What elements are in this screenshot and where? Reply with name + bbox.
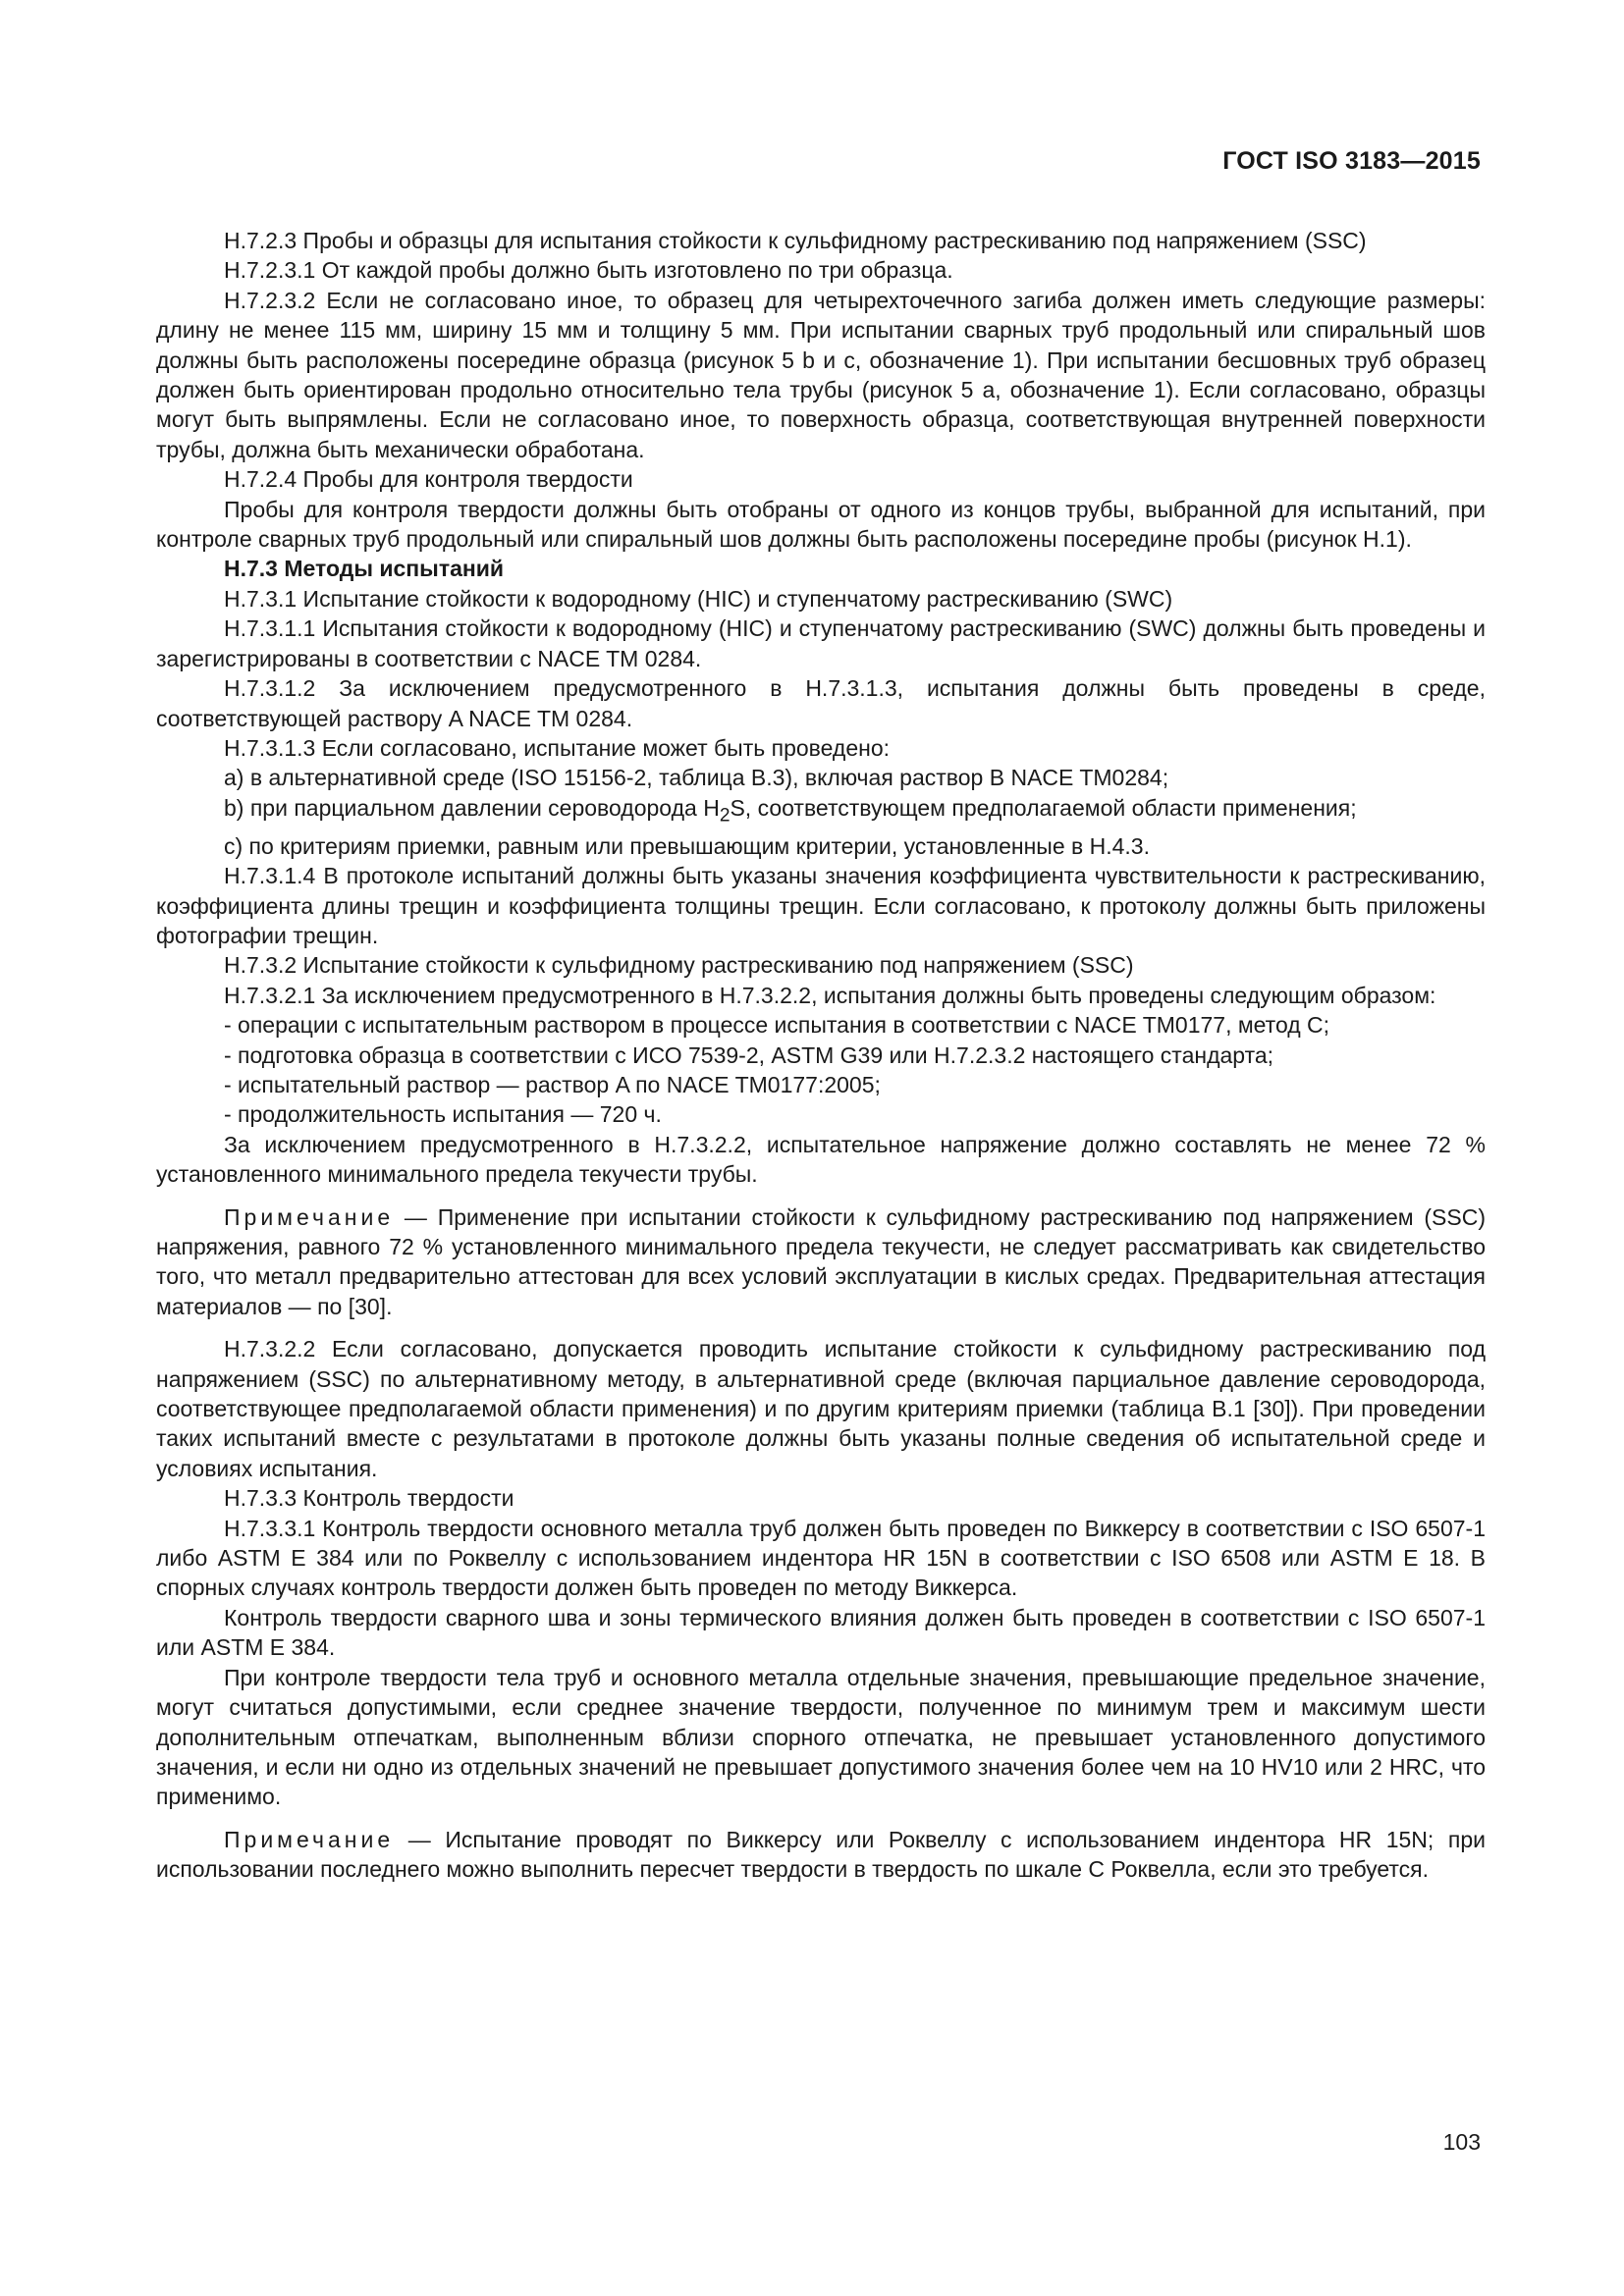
paragraph: H.7.3.2 Испытание стойкости к сульфидному растрескиванию под напряжением (SSC) [224,952,1134,979]
list-item: a) в альтернативной среде (ISO 15156-2, таблица B.3), включая раствор B NACE TM0284; [224,765,1169,791]
item-b-subscript: 2 [719,805,731,827]
paragraph: H.7.3.1.4 В протоколе испытаний должны быть указаны значения коэффициента чувствительности к растрескиванию, коэффициента длины трещин и коэффициента толщины трещин. Если согласовано, к протоколу должны быть приложены фотографии трещин. [156,863,1486,948]
paragraph: H.7.2.3.1 От каждой пробы должно быть изготовлено по три образца. [224,257,953,284]
list-item: - продолжительность испытания — 720 ч. [224,1101,662,1128]
paragraph: Пробы для контроля твердости должны быть отобраны от одного из концов трубы, выбранной для испытаний, при контроле сварных труб продольный или спиральный шов должны быть расположены посередине пробы (рисунок H.1). [156,496,1486,553]
section-heading: H.7.3 Методы испытаний [224,556,505,582]
paragraph: Контроль твердости сварного шва и зоны термического влияния должен быть проведен в соответствии с ISO 6507-1 или ASTM E 384. [156,1604,1486,1661]
list-item: - испытательный раствор — раствор A по NACE TM0177:2005; [224,1071,881,1097]
item-b-text-end: S, соответствующем предполагаемой области применения; [730,794,1357,821]
paragraph: H.7.3.2.1 За исключением предусмотренного в H.7.3.2.2, испытания должны быть проведены следующим образом: [224,982,1436,1008]
note-text: — Применение при испытании стойкости к сульфидному растрескиванию под напряжением (SSC) напряжения, равного 72 % установленного минимального предела текучести, не следует рассматривать как свидетельство того, что металл предварительно аттестован для всех условий эксплуатации в кислых средах. Предварительная аттестация материалов — по [30]. [156,1203,1486,1319]
list-item: - подготовка образца в соответствии с ИСО 7539-2, ASTM G39 или H.7.2.3.2 настоящего стандарта; [224,1041,1274,1068]
page-number: 103 [1442,2129,1481,2155]
note-2 [156,1825,1486,1885]
paragraph: H.7.3.3 Контроль твердости [224,1485,514,1512]
paragraph: H.7.3.1.2 За исключением предусмотренного в H.7.3.1.3, испытания должны быть проведены в среде, соответствующей раствору A NACE TM 0284. [156,675,1486,731]
note-text: — Испытание проводят по Виккерсу или Роквеллу с использованием индентора HR 15N; при использовании последнего можно выполнить пересчет твердости в твердость по шкале C Роквелла, если это требуется. [156,1826,1486,1883]
paragraph: H.7.3.1.1 Испытания стойкости к водородному (HIC) и ступенчатому растрескиванию (SWC) должны быть проведены и зарегистрированы в соответствии с NACE TM 0284. [156,615,1486,671]
note-1 [156,1202,1486,1322]
paragraph: H.7.2.4 Пробы для контроля твердости [224,466,633,493]
list-item: c) по критериям приемки, равным или превышающим критерии, установленные в H.4.3. [224,832,1150,859]
paragraph: H.7.3.2.2 Если согласовано, допускается проводить испытание стойкости к сульфидному растрескиванию под напряжением (SSC) по альтернативному методу, в альтернативной среде (включая парциальное давление сероводорода, соответствующее предполагаемой области применения) и по другим критериям приемки (таблица B.1 [30]). При проведении таких испытаний вместе с результатами в протоколе должны быть указаны полные сведения об испытательной среде и условиях испытания. [156,1336,1486,1481]
paragraph: H.7.3.1.3 Если согласовано, испытание может быть проведено: [224,734,890,761]
item-b-text-start: b) при парциальном давлении сероводорода H [224,794,720,821]
list-item [156,793,1486,831]
paragraph: H.7.3.1 Испытание стойкости к водородному (HIC) и ступенчатому растрескиванию (SWC) [224,585,1173,612]
paragraph: H.7.3.3.1 Контроль твердости основного металла труб должен быть проведен по Виккерсу в соответствии с ISO 6507-1 либо ASTM E 384 или по Роквеллу с использованием индентора HR 15N в соответствии с ISO 6508 или ASTM E 18. В спорных случаях контроль твердости должен быть проведен по методу Виккерса. [156,1515,1486,1601]
paragraph: H.7.2.3 Пробы и образцы для испытания стойкости к сульфидному растрескиванию под напряжением (SSC) [224,228,1367,253]
document-body [156,226,1486,1897]
standard-id-header: ГОСТ ISO 3183—2015 [1222,147,1481,175]
paragraph: H.7.2.3.2 Если не согласовано иное, то образец для четырехточечного загиба должен иметь следующие размеры: длину не менее 115 мм, ширину 15 мм и толщину 5 мм. При испытании сварных труб продольный или спиральный шов должны быть расположены посередине образца (рисунок 5 b и c, обозначение 1). При испытании бесшовных труб образец должен быть ориентирован продольно относительно тела трубы (рисунок 5 a, обозначение 1). Если согласовано, образцы могут быть выпрямлены. Если не согласовано иное, то поверхность образца, соответствующая внутренней поверхности трубы, должна быть механически обработана. [156,287,1486,462]
list-item: - операции с испытательным раствором в процессе испытания в соответствии с NACE TM0177, метод C; [224,1012,1330,1039]
note-label: Примечание [224,1203,395,1230]
note-label: Примечание [224,1826,395,1852]
paragraph: За исключением предусмотренного в H.7.3.2.2, испытательное напряжение должно составлять не менее 72 % установленного минимального предела текучести трубы. [156,1131,1486,1188]
paragraph: При контроле твердости тела труб и основного металла отдельные значения, превышающие предельное значение, могут считаться допустимыми, если среднее значение твердости, полученное по минимум трем и максимум шести дополнительным отпечаткам, выполненным вблизи спорного отпечатка, не превышает установленного допустимого значения, и если ни одно из отдельных значений не превышает допустимого значения более чем на 10 HV10 или 2 HRC, что применимо. [156,1664,1486,1810]
